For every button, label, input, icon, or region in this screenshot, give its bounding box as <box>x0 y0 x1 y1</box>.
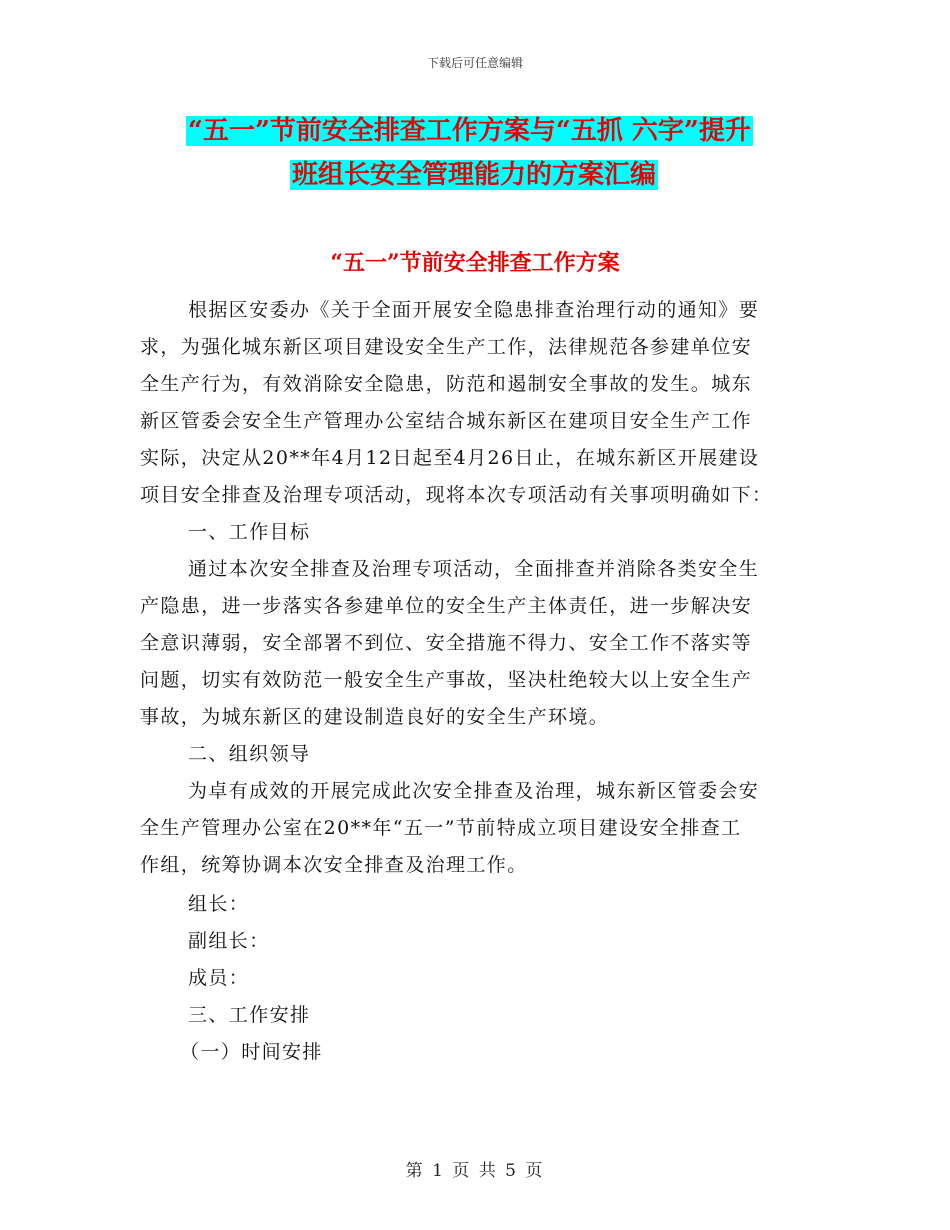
paragraph-1-line-2: 求，为强化城东新区项目建设安全生产工作，法律规范各参建单位安 <box>140 336 753 358</box>
paragraph-1-line-4: 新区管委会安全生产管理办公室结合城东新区在建项目安全生产工作 <box>140 410 753 432</box>
heading-organization: 二、组织领导 <box>188 743 311 765</box>
header-note: 下载后可任意编辑 <box>426 56 523 70</box>
members-label: 成员： <box>188 967 250 989</box>
main-title-line-1 <box>186 112 810 150</box>
page-footer: 第 1 页 共 5 页 <box>405 1161 545 1181</box>
paragraph-1-line-3: 全生产行为，有效消除安全隐患，防范和遏制安全事故的发生。城东 <box>140 373 753 395</box>
paragraph-1-line-6: 项目安全排查及治理专项活动，现将本次专项活动有关事项明确如下： <box>140 484 773 506</box>
heading-work-arrangement: 三、工作安排 <box>188 1004 311 1026</box>
paragraph-3-line-1: 为卓有成效的开展完成此次安全排查及治理，城东新区管委会安 <box>188 780 760 802</box>
main-title-line-2-text: 班组长安全管理能力的方案汇编 <box>292 160 657 190</box>
leader-label: 组长： <box>188 893 250 915</box>
paragraph-3-line-3: 作组，统筹协调本次安全排查及治理工作。 <box>140 854 528 876</box>
paragraph-3-line-2: 全生产管理办公室在20**年“五一”节前特成立项目建设安全排查工 <box>140 817 742 839</box>
paragraph-2-line-1: 通过本次安全排查及治理专项活动，全面排查并消除各类安全生 <box>188 558 760 580</box>
paragraph-1-line-1: 根据区安委办《关于全面开展安全隐患排查治理行动的通知》要 <box>188 299 760 321</box>
main-title-line-2 <box>290 156 670 194</box>
paragraph-2-line-2: 产隐患，进一步落实各参建单位的安全生产主体责任，进一步解决安 <box>140 595 753 617</box>
main-title-line-1-text: “五一”节前安全排查工作方案与“五抓 六字”提升 <box>188 116 751 146</box>
section-title: “五一”节前安全排查工作方案 <box>330 250 620 276</box>
paragraph-2-line-3: 全意识薄弱，安全部署不到位、安全措施不得力、安全工作不落实等 <box>140 632 753 654</box>
heading-work-goal: 一、工作目标 <box>188 521 311 543</box>
paragraph-2-line-5: 事故，为城东新区的建设制造良好的安全生产环境。 <box>140 706 610 728</box>
paragraph-2-line-4: 问题，切实有效防范一般安全生产事故，坚决杜绝较大以上安全生产 <box>140 669 753 691</box>
paragraph-1-line-5: 实际，决定从20**年4月12日起至4月26日止，在城东新区开展建设 <box>140 447 760 469</box>
heading-time-arrangement: （一）时间安排 <box>180 1041 323 1063</box>
deputy-leader-label: 副组长： <box>188 930 270 952</box>
